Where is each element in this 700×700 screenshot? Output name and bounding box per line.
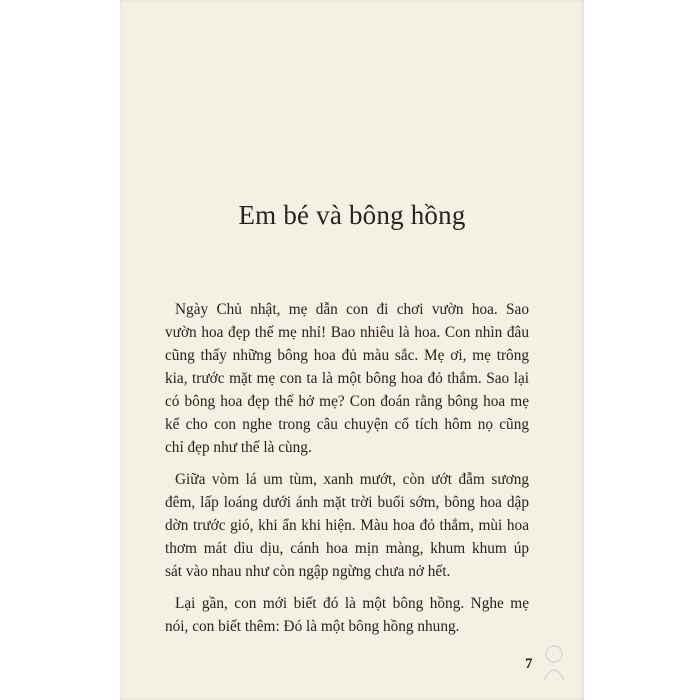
chapter-title: Em bé và bông hồng [238,200,466,230]
text-line: Ngày Chủ nhật, mẹ dẫn con đi chơi vườn hoa. Sao [175,301,529,318]
text-line: sát vào nhau như còn ngập ngừng chưa nở hết. [165,563,451,580]
body-text [165,298,529,647]
text-line: cũng thấy những bông hoa đủ màu sắc. Mẹ ơi, mẹ trông [165,347,529,364]
paragraph [165,298,529,459]
text-line: vườn hoa đẹp thế mẹ nhỉ! Bao nhiêu là hoa. Con nhìn đâu [165,324,529,341]
text-line: Lại gần, con mới biết đó là một bông hồng. Nghe mẹ [175,595,529,612]
paragraph [165,468,529,583]
text-line: có bông hoa đẹp thế hở mẹ? Con đoán rằng bông hoa mẹ [165,393,529,410]
text-line: nói, con biết thêm: Đó là một bông hồng nhung. [165,618,460,635]
book-page [120,0,584,700]
text-line: Giữa vòm lá um tùm, xanh mướt, còn ướt đẫm sương [175,471,529,488]
text-line: kể cho con nghe trong câu chuyện cổ tích hôm nọ cũng [165,416,529,433]
paragraph [165,592,529,638]
faint-illustration-icon [534,640,574,685]
text-line: kia, trước mặt mẹ con ta là một bông hoa đỏ thắm. Sao lại [165,370,529,387]
text-line: đêm, lấp loáng dưới ánh mặt trời buổi sớm, bông hoa dập [165,494,529,511]
text-line: dờn trước gió, khi ẩn khi hiện. Màu hoa đỏ thắm, mùi hoa [165,517,529,534]
text-line: thơm mát dìu dịu, cánh hoa mịn màng, khum khum úp [165,540,529,557]
page-number: 7 [525,656,533,672]
text-line: chỉ đẹp như thế là cùng. [165,439,312,456]
